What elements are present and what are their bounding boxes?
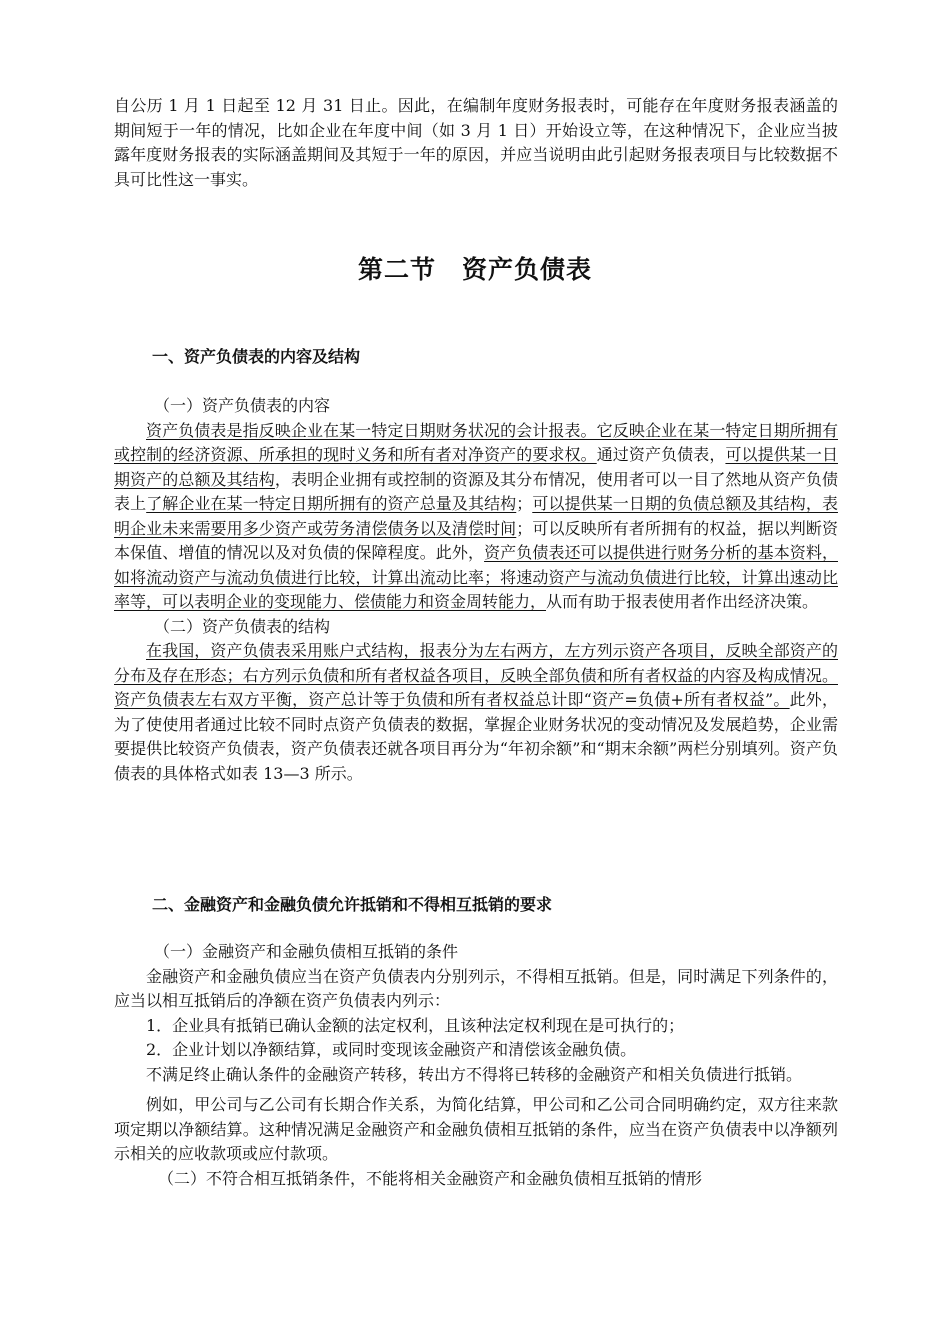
subsection-1-1 [114,394,838,786]
text-6: 此外，为了使使用者通过比较不同时点资产负债表的数据，掌握企业财务状况的变动情况及发展趋势，企业需要提供比较资产负债表，资产负债表还就各项目再分为“年初余额”和“期末余额”两栏分别填列。资产负债表的具体格式如表 13—3 所示。 [114,690,838,783]
underline-1: 资产负债表是指反映企业在某一特定日期财务状况的会计报表。它反映企业在某一特定日期所拥有或控制的经济资源、所承担的现时义务和所有者对净资产的要求权。 [114,420,838,464]
underline-2: 可以提供某一日期资产的总额及其结构 [114,445,838,489]
intro-paragraph [114,94,838,192]
subsection-1-1-paragraph [114,419,838,615]
subsection-1-2-paragraph [114,639,838,786]
text-1: 通过资产负债表， [596,445,726,464]
text-3: ； [516,494,533,513]
subsection-1-2-title: （二）资产负债表的结构 [154,616,331,636]
subsection-2-1-title: （一）金融资产和金融负债相互抵销的条件 [154,942,459,961]
subsection-1-1-title: （一）资产负债表的内容 [154,396,331,415]
subsection-2-1-note: 不满足终止确认条件的金融资产转移，转出方不得将已转移的金融资产和相关负债进行抵销。 [146,1064,803,1084]
underline-6: 在我国，资产负债表采用账户式结构，报表分为左右两方，左方列示资产各项目，反映全部资产的分布及存在形态；右方列示负债和所有者权益各项目，反映全部负债和所有者权益的内容及构成情况。资产负债表左右双方平衡，资产总计等于负债和所有者权益总计即“资产=负债+所有者权益”。 [114,641,838,709]
condition-2: 2．企业计划以净额结算，或同时变现该金融资产和清偿该金融负债。 [146,1040,637,1059]
heading-2: 二、金融资产和金融负债允许抵销和不得相互抵销的要求 [152,895,553,914]
condition-1: 1．企业具有抵销已确认金额的法定权利，且该种法定权利现在是可执行的； [146,1015,685,1035]
intro-text: 自公历 1 月 1 日起至 12 月 31 日止。因此，在编制年度财务报表时，可能存在年度财务报表涵盖的期间短于一年的情况，比如企业在年度中间（如 3 月 1 日）开始设立等，在这种情况下，企业应当披露年度财务报表的实际涵盖期间及其短于一年的原因，并应当说明由此引起财务报表项目与比较数据不具可比性这一事实。 [114,96,838,189]
underline-4: 可以提供某一日期的负债总额及其结构，表明企业未来需要用多少资产或劳务清偿债务以及清偿时间 [114,494,838,538]
text-4: ；可以反映所有者所拥有的权益，据以判断资本保值、增值的情况以及对负债的保障程度。此外， [114,518,838,562]
text-5: 从而有助于报表使用者作出经济决策。 [546,592,819,611]
subsection-2-1-paragraph: 金融资产和金融负债应当在资产负债表内分别列示，不得相互抵销。但是，同时满足下列条件的，应当以相互抵销后的净额在资产负债表内列示： [114,966,838,1010]
underline-3: 了解企业在某一特定日期所拥有的资产总量及其结构 [146,494,517,513]
text-2: ，表明企业拥有或控制的资源及其分布情况，使用者可以一目了然地从资产负债表上 [114,469,838,513]
subsection-2-1-example: 例如，甲公司与乙公司有长期合作关系，为简化结算，甲公司和乙公司合同明确约定，双方往来款项定期以净额结算。这种情况满足金融资产和金融负债相互抵销的条件，应当在资产负债表中以净额列示相关的应收款项或应付款项。 [114,1095,838,1163]
underline-5: 资产负债表还可以提供进行财务分析的基本资料，如将流动资产与流动负债进行比较，计算出流动比率；将速动资产与流动负债进行比较，计算出速动比率等，可以表明企业的变现能力、偿债能力和资金周转能力， [114,543,838,611]
section-title: 第二节 资产负债表 [357,255,592,284]
subsection-2 [114,940,838,1191]
subsection-2-2-title: （二）不符合相互抵销条件，不能将相关金融资产和金融负债相互抵销的情形 [158,1168,703,1188]
heading-1: 一、资产负债表的内容及结构 [152,347,361,366]
